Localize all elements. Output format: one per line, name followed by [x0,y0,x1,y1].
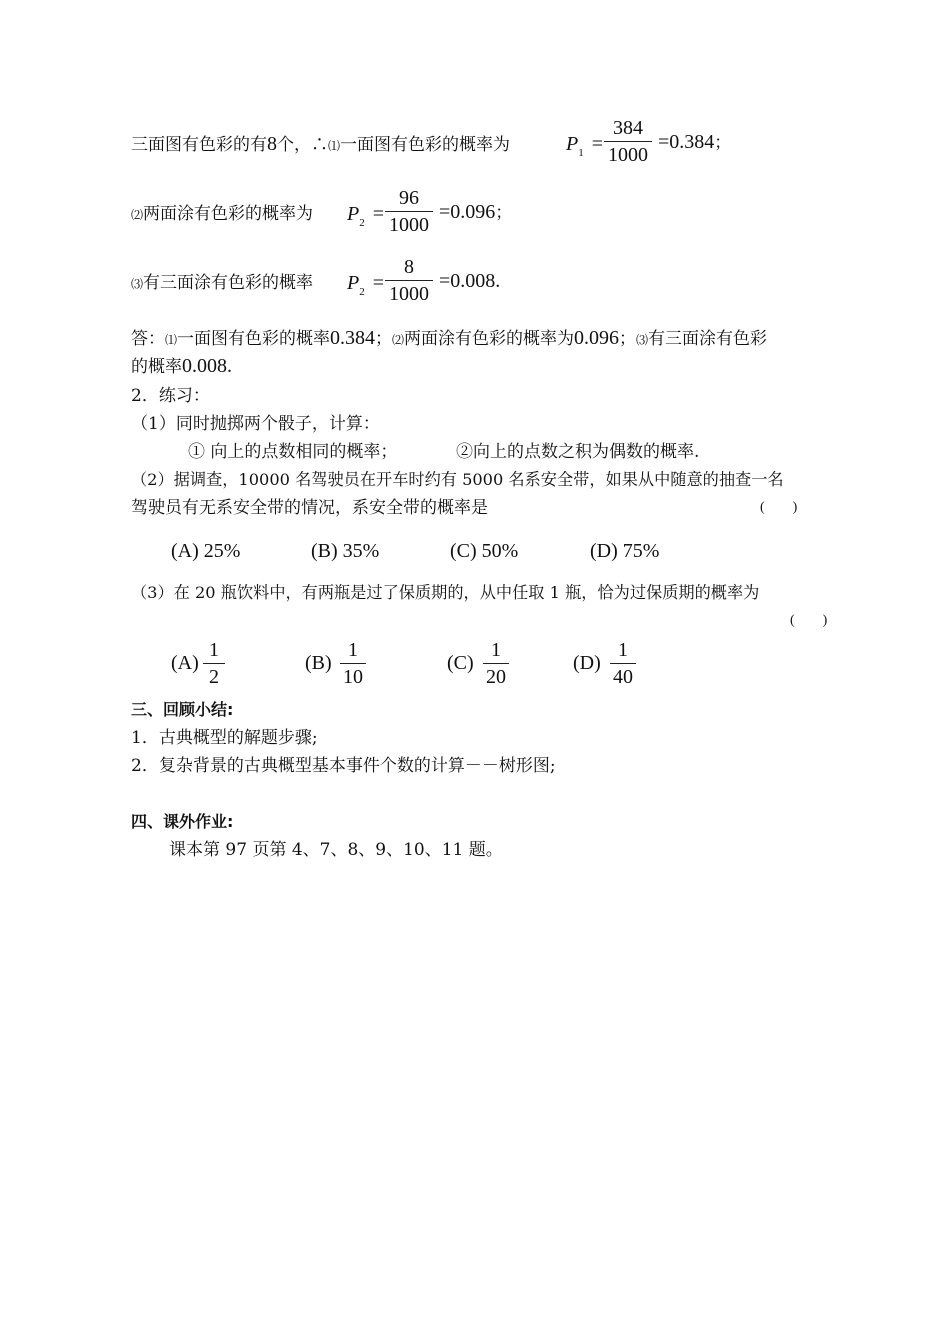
homework-heading: 四、课外作业: [131,812,234,831]
calc-mark-2: ⑵ [131,208,144,222]
answer-period: . [227,355,232,377]
p3-period: . [495,270,501,292]
p3-numerator: 8 [404,256,414,278]
q3-d-denominator: 40 [613,666,633,688]
q3-d-numerator: 1 [618,639,628,661]
calc-line3-text: 有三面涂有色彩的概率 [143,273,314,293]
p1-eq: = [591,133,603,155]
q2-option-c: (C) 50% [450,540,519,562]
p1-numerator: 384 [613,117,643,139]
review-item-1: 1．古典概型的解题步骤; [131,728,318,748]
q2-option-a: (A) 25% [171,540,241,562]
p2-value [439,201,512,224]
q3-b-denominator: 10 [343,666,363,688]
p3-denominator: 1000 [389,283,429,305]
p2-denominator: 1000 [389,214,429,236]
q3-option-b-label: (B) [305,652,332,674]
calc-line1-text: 三面图有色彩的有 [131,135,267,155]
calc-line-1 [131,133,510,157]
practice-heading: 2．练习： [131,386,210,406]
calc-line2-text: 两面涂有色彩的概率为 [143,204,314,224]
calc-mark-1: ⑴ [328,139,341,153]
q3-a-numerator: 1 [209,639,219,661]
p2-semicolon: ； [495,203,513,223]
p1-var: P [566,133,579,155]
calc-line1-tail: 一面图有色彩的概率为 [340,135,511,155]
answer-prefix: 答： [131,329,165,349]
calc-line1-count: 8 [267,133,277,155]
q3-c-numerator: 1 [491,639,501,661]
q3-answer-paren: ( ) [790,613,828,628]
q1-part-b: ②向上的点数之积为偶数的概率. [456,442,700,462]
q3-a-denominator: 2 [209,666,219,688]
p3-value-text: =0.008 [439,270,496,292]
p2-numerator: 96 [399,187,419,209]
answer-text-3: 有三面涂有色彩 [648,329,768,349]
p2-fraction [385,186,433,237]
p1-sub: 1 [578,147,584,159]
answer-line-2 [131,355,232,378]
p1-semicolon: ； [714,133,732,153]
q3-option-d-fraction [610,638,636,689]
p3-fraction-bar [385,280,433,281]
p3-fraction [385,255,433,306]
q3-d-bar [610,663,636,664]
q2-line-1: （2）据调查，10000 名驾驶员在开车时约有 5000 名系安全带，如果从中随意的抽查一名 [131,470,784,489]
answer-value-3: 0.008 [182,355,227,377]
q3-c-bar [483,663,509,664]
calc-mark-3: ⑶ [131,277,144,291]
answer-mark-2: ⑵ [392,333,405,347]
answer-text-1: 一面图有色彩的概率 [177,329,331,349]
q2-answer-paren: ( ) [760,500,798,515]
p2-fraction-bar [385,211,433,212]
q2-line-2: 驾驶员有无系安全带的情况，系安全带的概率是 [131,498,488,518]
p1-value-text: =0.384 [658,131,715,153]
p3-value [439,270,500,293]
p1-expression [566,133,603,164]
answer-value-2: 0.096 [574,327,620,349]
homework-text: 课本第 97 页第 4、7、8、9、10、11 题。 [169,840,503,860]
q2-option-b: (B) 35% [311,540,380,562]
answer-mark-1: ⑴ [165,333,178,347]
p3-sub: 2 [359,286,365,298]
review-item-2: 2．复杂背景的古典概型基本事件个数的计算－－树形图; [131,756,556,776]
p1-fraction [604,116,652,167]
p3-var: P [347,272,360,294]
q2-option-d: (D) 75% [590,540,660,562]
review-heading: 三、回顾小结: [131,700,234,719]
q3-b-bar [340,663,366,664]
q3-option-a-label: (A) [171,652,199,674]
p2-value-text: =0.096 [439,201,496,223]
q3-line-1: （3）在 20 瓶饮料中，有两瓶是过了保质期的，从中任取 1 瓶，恰为过保质期的概率为 [131,583,760,602]
calc-line-3 [131,272,313,295]
p2-eq: = [372,203,384,225]
p2-sub: 2 [359,217,365,229]
p3-eq: = [372,272,384,294]
answer-semicolon-1: ； [375,329,393,349]
q3-option-c-fraction [483,638,509,689]
q3-option-d-label: (D) [573,652,601,674]
p1-denominator: 1000 [608,144,648,166]
p3-expression [347,272,384,303]
p2-expression [347,203,384,234]
p1-fraction-bar [604,141,652,142]
q3-option-c-label: (C) [447,652,474,674]
q3-option-b-fraction [340,638,366,689]
therefore-symbol: ∴ [311,135,328,155]
answer-line-1 [131,327,767,351]
p2-var: P [347,203,360,225]
q3-a-bar [203,663,225,664]
p1-value [658,131,731,154]
q1-label: （1）同时抛掷两个骰子，计算： [131,414,380,434]
q3-option-a-fraction [203,638,225,689]
answer-value-1: 0.384 [330,327,376,349]
answer-semicolon-2: ； [619,329,637,349]
q3-b-numerator: 1 [348,639,358,661]
answer-text-4: 的概率 [131,357,182,377]
q3-c-denominator: 20 [486,666,506,688]
q1-part-a: ① 向上的点数相同的概率； [188,442,398,462]
answer-text-2: 两面涂有色彩的概率为 [404,329,575,349]
calc-line1-unit: 个， [277,135,311,155]
answer-mark-3: ⑶ [636,333,649,347]
calc-line-2 [131,203,313,226]
